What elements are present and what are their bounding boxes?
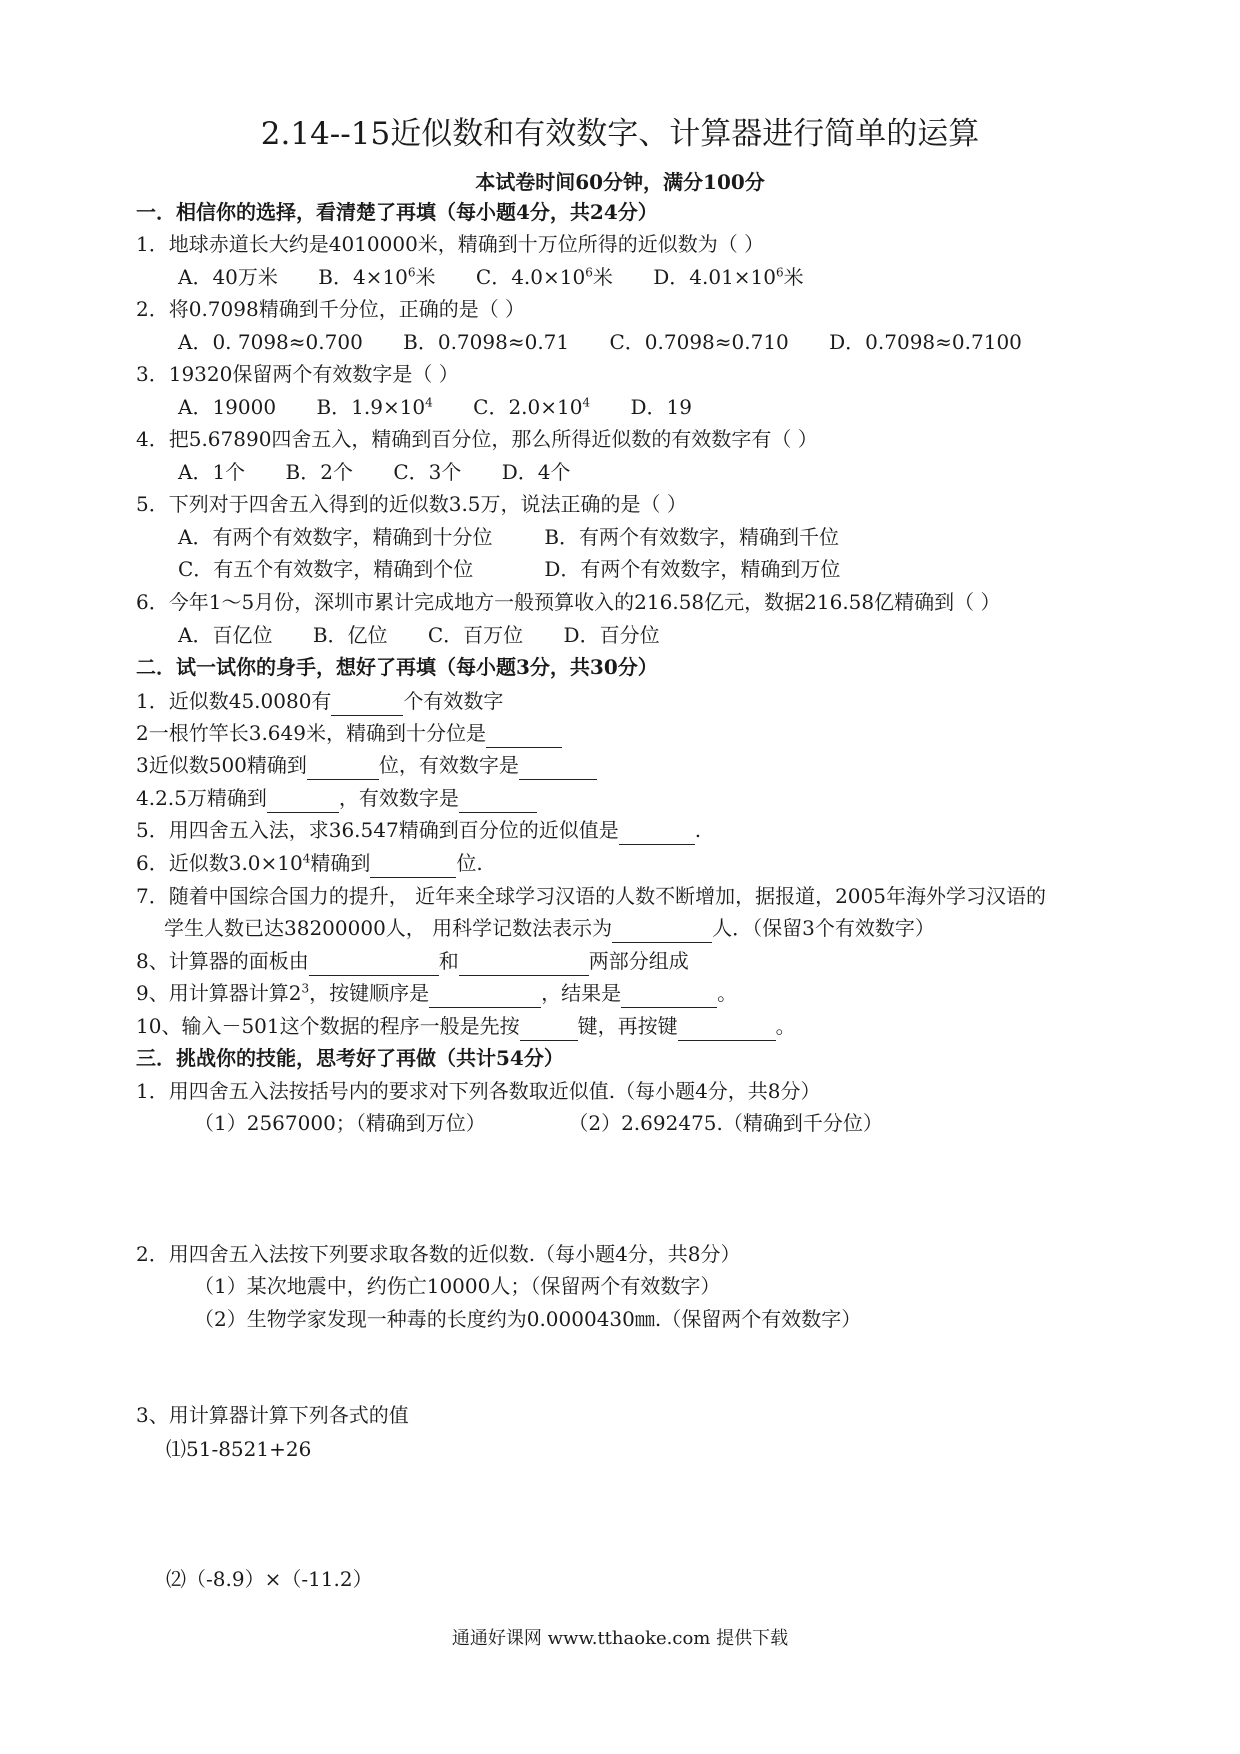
s1-q3-option-b: B．$1.9\times 10^4$ xyxy=(316,395,433,419)
s2-q8: 8、计算器的面板由 和 两部分组成 xyxy=(136,946,689,976)
s1-q3-options xyxy=(178,392,726,422)
section-2-heading: 二．试一试你的身手，想好了再填（每小题3分，共30分） xyxy=(136,655,658,679)
exam-info: 本试卷时间60分钟，满分100分 xyxy=(475,170,765,194)
s1-q6-options xyxy=(178,620,694,650)
page-title: 2.14--15近似数和有效数字、计算器进行简单的运算 xyxy=(260,116,980,152)
s3-q3-stem: 3、用计算器计算下列各式的值 xyxy=(136,1403,409,1427)
s1-q2-option-a: A．0. 7098≈0.700 xyxy=(178,330,363,354)
answer-blank[interactable] xyxy=(520,1018,578,1041)
s1-q3-option-c: C．$2.0\times 10^4$ xyxy=(473,395,591,419)
s2-q1: 1．近似数45.0080有 个有效数字 xyxy=(136,686,503,716)
s3-q2-stem: 2．用四舍五入法按下列要求取各数的近似数.（每小题4分，共8分） xyxy=(136,1242,741,1266)
s1-q6-option-b: B．亿位 xyxy=(312,623,388,647)
s2-q10: 10、输入－501这个数据的程序一般是先按 键，再按键 。 xyxy=(136,1011,796,1041)
s1-q3-option-a: A．19000 xyxy=(178,395,277,419)
answer-blank[interactable] xyxy=(459,953,589,976)
s1-q4-option-d: D．4个 xyxy=(501,460,571,484)
section-1-heading: 一．相信你的选择，看清楚了再填（每小题4分，共24分） xyxy=(136,200,658,224)
s2-q6: 6．近似数$3.0\times 10^4$精确到 位. xyxy=(136,848,483,878)
s1-q1-option-c: C．$4.0\times 10^6$米 xyxy=(475,265,613,289)
s3-q3-part-2: ⑵（-8.9）×（-11.2） xyxy=(166,1567,373,1591)
answer-blank[interactable] xyxy=(331,693,403,716)
s1-q6-option-a: A．百亿位 xyxy=(178,623,273,647)
s1-q2-options xyxy=(178,327,1056,357)
s2-q7-line2: 学生人数已达38200000人， 用科学记数法表示为 人．（保留3个有效数字） xyxy=(164,913,935,943)
s1-q6-stem: 6．今年1～5月份，深圳市累计完成地方一般预算收入的216.58亿元，数据216.58亿精确到（ ） xyxy=(136,590,1001,614)
s1-q1-stem: 1．地球赤道长大约是4010000米，精确到十万位所得的近似数为（ ） xyxy=(136,232,765,256)
s1-q6-option-d: D．百分位 xyxy=(563,623,660,647)
s1-q5-stem: 5．下列对于四舍五入得到的近似数3.5万，说法正确的是（ ） xyxy=(136,492,687,516)
s3-q2-part-1: （1）某次地震中，约伤亡10000人；（保留两个有效数字） xyxy=(194,1274,721,1298)
answer-blank[interactable] xyxy=(429,985,541,1008)
s2-q5: 5．用四舍五入法，求36.547精确到百分位的近似值是 . xyxy=(136,815,701,845)
s2-q9: 9、用计算器计算$2^3$，按键顺序是 ，结果是 。 xyxy=(136,978,737,1008)
s2-q7-line1: 7．随着中国综合国力的提升， 近年来全球学习汉语的人数不断增加，据报道，2005年海外学习汉语的 xyxy=(136,884,1046,908)
s1-q4-option-c: C．3个 xyxy=(393,460,462,484)
s2-q2: 2一根竹竿长3.649米，精确到十分位是 xyxy=(136,718,562,748)
s1-q5-options-row2 xyxy=(178,554,874,584)
s1-q2-option-d: D．0.7098≈0.7100 xyxy=(829,330,1022,354)
s1-q4-option-a: A．1个 xyxy=(178,460,246,484)
s3-q1-part-1: （1）2567000；（精确到万位） xyxy=(194,1111,486,1135)
answer-blank[interactable] xyxy=(370,855,456,878)
answer-blank[interactable] xyxy=(619,822,695,845)
s3-q1-parts xyxy=(194,1108,883,1138)
s3-q1-part-2: （2）2.692475.（精确到千分位） xyxy=(568,1111,883,1135)
answer-blank[interactable] xyxy=(267,790,339,813)
footer-source: 通通好课网 www.tthaoke.com 提供下载 xyxy=(451,1628,789,1649)
s3-q1-stem: 1．用四舍五入法按括号内的要求对下列各数取近似值.（每小题4分，共8分） xyxy=(136,1079,821,1103)
s1-q1-option-d: D．$4.01\times 10^6$米 xyxy=(653,265,804,289)
s2-q3: 3近似数500精确到 位，有效数字是 xyxy=(136,750,597,780)
s1-q5-option-d: D．有两个有效数字，精确到万位 xyxy=(544,557,841,581)
answer-blank[interactable] xyxy=(678,1018,776,1041)
s3-q2-part-2: （2）生物学家发现一种毒的长度约为0.0000430㎜.（保留两个有效数字） xyxy=(194,1307,862,1331)
s1-q2-option-b: B．0.7098≈0.71 xyxy=(403,330,570,354)
s1-q5-option-a: A．有两个有效数字，精确到十分位 xyxy=(178,525,493,549)
s1-q1-option-b: B．$4\times 10^6$米 xyxy=(318,265,436,289)
s2-q4: 4.2.5万精确到 ，有效数字是 xyxy=(136,783,537,813)
s1-q1-options xyxy=(178,262,838,292)
section-3-heading: 三．挑战你的技能，思考好了再做（共计54分） xyxy=(136,1046,564,1070)
s1-q5-option-c: C．有五个有效数字，精确到个位 xyxy=(178,557,474,581)
answer-blank[interactable] xyxy=(459,790,537,813)
answer-blank[interactable] xyxy=(612,920,712,943)
s1-q5-option-b: B．有两个有效数字，精确到千位 xyxy=(544,525,840,549)
answer-blank[interactable] xyxy=(486,725,562,748)
s3-q3-part-1: ⑴51-8521+26 xyxy=(166,1437,312,1461)
s1-q1-option-a: A．40万米 xyxy=(178,265,278,289)
s1-q2-stem: 2．将0.7098精确到千分位，正确的是（ ） xyxy=(136,297,526,321)
s1-q4-option-b: B．2个 xyxy=(285,460,353,484)
answer-blank[interactable] xyxy=(621,985,717,1008)
s1-q4-options xyxy=(178,457,604,487)
answer-blank[interactable] xyxy=(519,757,597,780)
answer-blank[interactable] xyxy=(309,953,439,976)
s1-q5-options-row1 xyxy=(178,522,873,552)
s1-q2-option-c: C．0.7098≈0.710 xyxy=(609,330,789,354)
s1-q6-option-c: C．百万位 xyxy=(427,623,524,647)
answer-blank[interactable] xyxy=(307,757,379,780)
s1-q3-stem: 3．19320保留两个有效数字是（ ） xyxy=(136,362,459,386)
s1-q4-stem: 4．把5.67890四舍五入，精确到百分位，那么所得近似数的有效数字有（ ） xyxy=(136,427,818,451)
s1-q3-option-d: D．19 xyxy=(630,395,692,419)
